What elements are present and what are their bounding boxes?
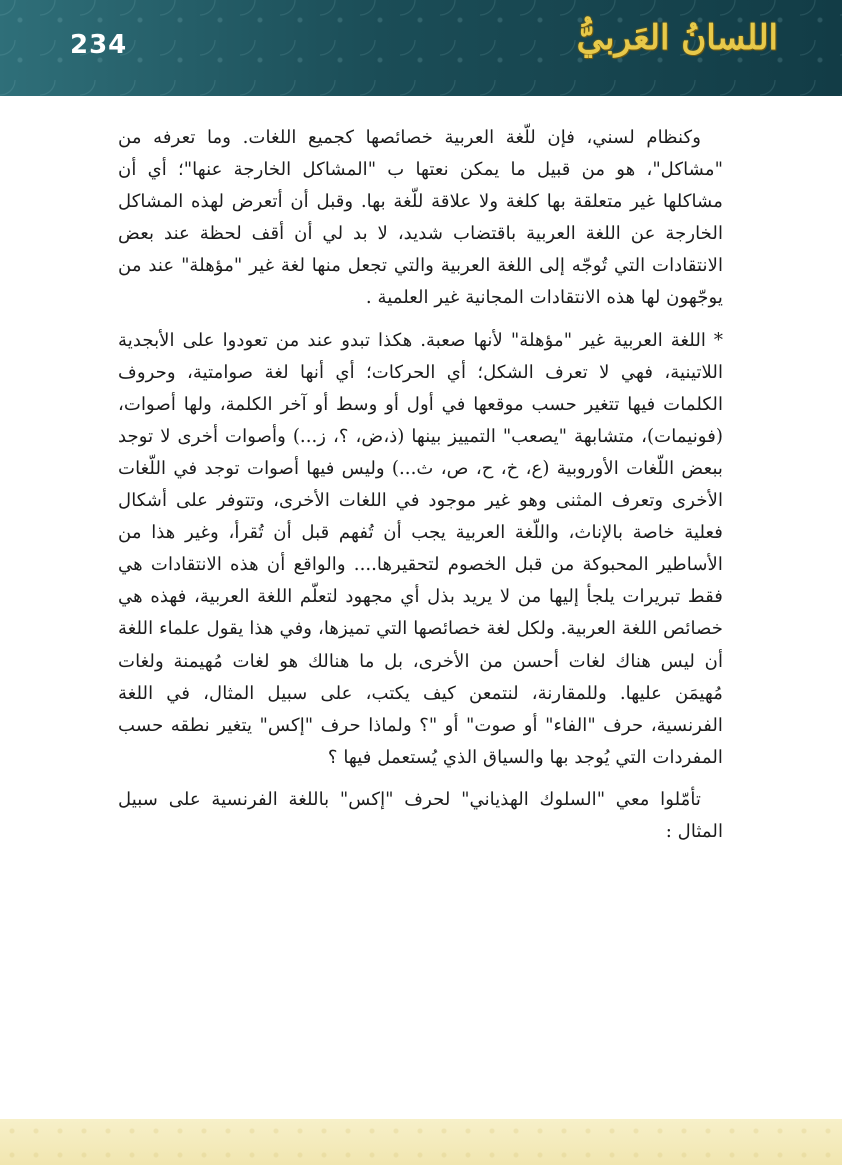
page-footer bbox=[0, 1119, 842, 1165]
footer-pattern bbox=[0, 1119, 842, 1165]
page-header bbox=[0, 0, 842, 96]
paragraph-example: تأمّلوا معي "السلوك الهذياني" لحرف "إكس" باللغة الفرنسية على سبيل المثال : bbox=[118, 788, 723, 842]
paragraph-criticism: * اللغة العربية غير "مؤهلة" لأنها صعبة. هكذا تبدو عند من تعودوا على الأبجدية اللاتينية، فهي لا تعرف الشكل؛ أي الحركات؛ أي أنها لغة صوامتية، وحروف الكلمات فيها تتغير حسب موقعها في أول أو وسط أو آخر الكلمة، ولها أصوات، (فونيمات)، متشابهة "يصعب" التمييز بينها (ذ،ض، ؟، ز...) وأصوات أخرى لا توجد ببعض اللّغات الأوروبية (ع، خ، ح، ص، ث...) وليس فيها أصوات توجد في اللّغات الأخرى وتعرف المثنى وهو غير موجود في اللغات الأخرى، وتتوفر على أشكال فعلية خاصة بالإناث، واللّغة العربية يجب أن تُفهم قبل أن تُقرأ، وغير هذا من الأساطير المحبوكة من قبل الخصوم لتحقيرها.... والواقع أن هذه الانتقادات هي فقط تبريرات يلجأ إليها من لا يريد بذل أي مجهود لتعلّم اللغة العربية، فهذه هي خصائص اللغة العربية. ولكل لغة خصائصها التي تميزها، وفي هذا يقول علماء اللغة أن ليس هناك لغات أحسن من الأخرى، بل ما هنالك هو لغات مُهيمنة ولغات مُهيمَن عليها. وللمقارنة، لنتمعن كيف يكتب، على سبيل المثال، في اللغة الفرنسية، حرف "الفاء" أو صوت" أو "؟ ولماذا حرف "إكس" يتغير نطقه حسب المفردات التي يُوجد بها والسياق الذي يُستعمل فيها ؟ bbox=[118, 329, 723, 768]
journal-logo: اللسانُ العَربيُّ bbox=[576, 18, 778, 58]
page-body bbox=[118, 122, 723, 858]
paragraph-intro: وكنظام لسني، فإن للّغة العربية خصائصها كجميع اللغات. وما تعرفه من "مشاكل"، هو من قبيل ما يمكن نعتها ب "المشاكل الخارجة عنها"؛ أي أن مشاكلها غير متعلقة بها كلغة ولا علاقة للّغة بها. وقبل أن أتعرض لهذه المشاكل الخارجة عن اللغة العربية باقتضاب شديد، لا بد لي أن أقف لحظة عند بعض الانتقادات التي تُوجّه إلى اللغة العربية والتي تجعل منها لغة غير "مؤهلة" عند من يوجّهون لها هذه الانتقادات المجانية غير العلمية . bbox=[118, 127, 723, 309]
page-number: 234 bbox=[70, 30, 128, 60]
